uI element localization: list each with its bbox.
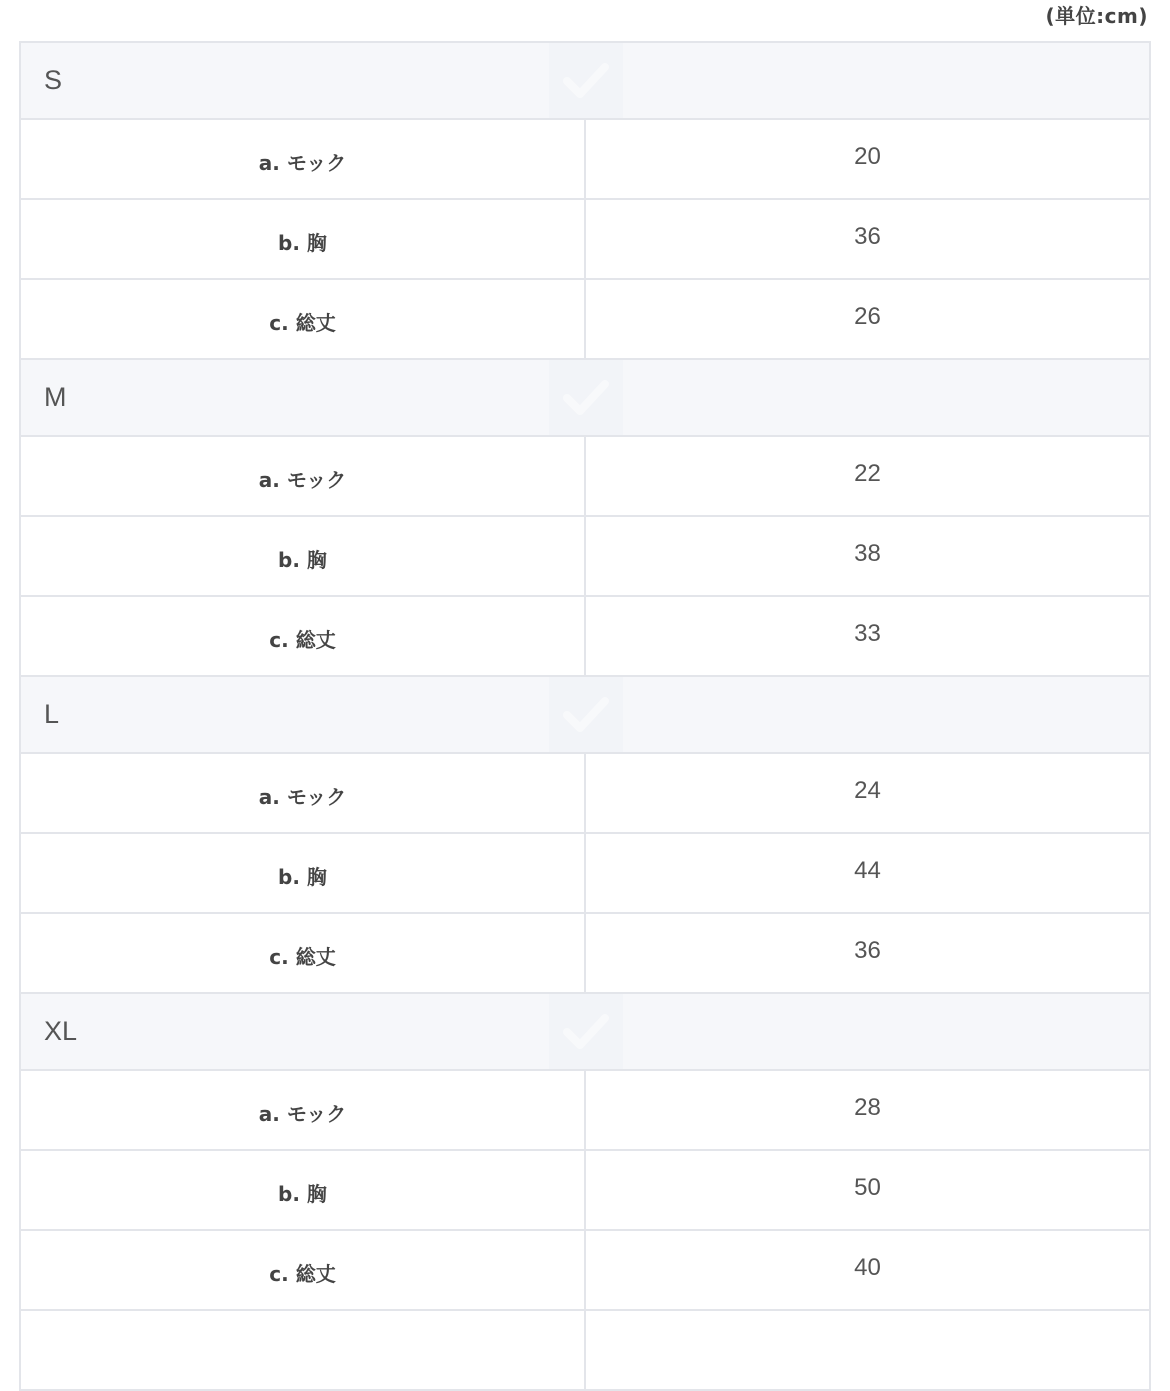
- measurement-label: c. 総丈: [21, 280, 586, 358]
- measurement-label: a. モック: [21, 120, 586, 198]
- checkmark-icon: [549, 994, 623, 1069]
- size-group-header-l: [21, 677, 1149, 754]
- measurement-value: 40: [854, 1254, 881, 1281]
- measurement-value: 44: [854, 857, 881, 884]
- table-row: [21, 1151, 1149, 1231]
- size-table: [19, 41, 1151, 1391]
- checkmark-icon: [549, 677, 623, 752]
- measurement-value: 33: [854, 620, 881, 647]
- measurement-label: a. モック: [21, 437, 586, 515]
- measurement-label: c. 総丈: [21, 1231, 586, 1309]
- measurement-value: 50: [854, 1174, 881, 1201]
- size-group-header-s: [21, 43, 1149, 120]
- measurement-label: b. 胸: [21, 200, 586, 278]
- table-row: [21, 200, 1149, 280]
- table-row: [21, 437, 1149, 517]
- measurement-label: b. 胸: [21, 834, 586, 912]
- measurement-label: c. 総丈: [21, 597, 586, 675]
- measurement-value: 36: [854, 937, 881, 964]
- measurement-label: c. 総丈: [21, 914, 586, 992]
- measurement-value: 20: [854, 143, 881, 170]
- measurement-value: 26: [854, 303, 881, 330]
- checkmark-icon: [549, 43, 623, 118]
- table-row: [21, 597, 1149, 677]
- measurement-label: a. モック: [21, 1071, 586, 1149]
- size-label: XL: [44, 1016, 78, 1046]
- table-row: [21, 834, 1149, 914]
- measurement-value: 36: [854, 223, 881, 250]
- measurement-label-empty: [21, 1311, 586, 1389]
- measurement-value-empty: [586, 1311, 1149, 1389]
- table-row: [21, 1231, 1149, 1311]
- checkmark-icon: [549, 360, 623, 435]
- size-label: M: [44, 382, 67, 412]
- unit-note: (単位:cm): [1045, 4, 1148, 28]
- size-label: L: [44, 699, 60, 729]
- measurement-label: a. モック: [21, 754, 586, 832]
- table-row: [21, 120, 1149, 200]
- measurement-value: 22: [854, 460, 881, 487]
- table-row: [21, 280, 1149, 360]
- measurement-value: 24: [854, 777, 881, 804]
- measurement-value: 38: [854, 540, 881, 567]
- measurement-value: 28: [854, 1094, 881, 1121]
- table-row: [21, 1071, 1149, 1151]
- table-row: [21, 914, 1149, 994]
- size-group-header-m: [21, 360, 1149, 437]
- table-row-partial: [21, 1311, 1149, 1391]
- table-row: [21, 754, 1149, 834]
- measurement-label: b. 胸: [21, 517, 586, 595]
- measurement-label: b. 胸: [21, 1151, 586, 1229]
- size-label: S: [44, 65, 63, 95]
- table-row: [21, 517, 1149, 597]
- size-group-header-xl: [21, 994, 1149, 1071]
